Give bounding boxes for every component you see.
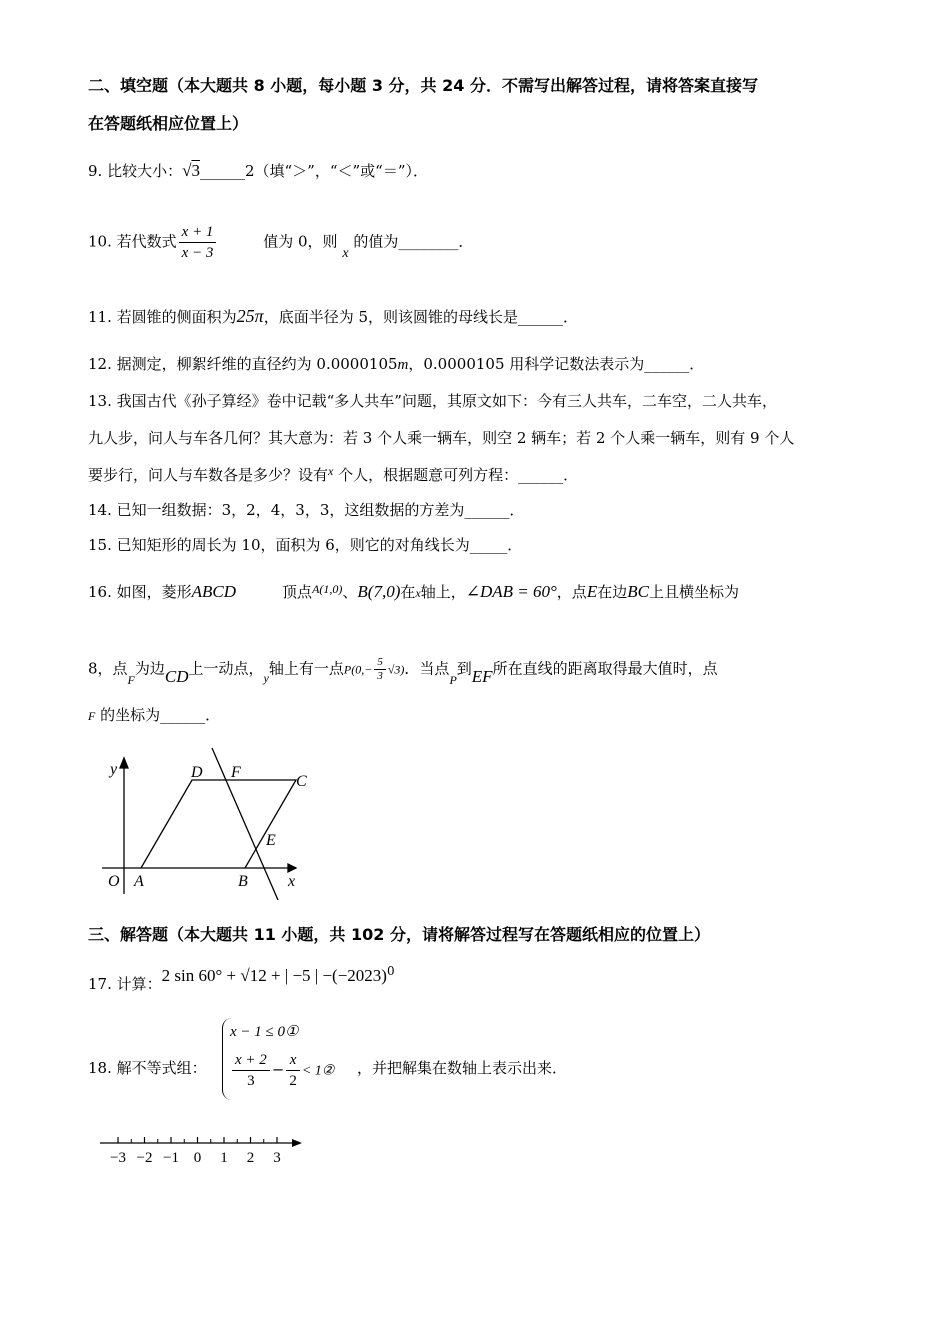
- rhombus-figure: [96, 744, 316, 900]
- question-11: 11. 若圆锥的侧面积为25π，底面半径为 5，则该圆锥的母线长是______．: [88, 306, 579, 326]
- question-13-line3: 要步行，问人与车数各是多少？设有$^x$ 个人，根据题意可列方程：______．: [88, 464, 579, 484]
- inequality-1: x − 1 ≤ 0①: [230, 1024, 299, 1040]
- question-16-line1: 16. 如图，菱形ABCD 顶点$^{A(1,0)}$、B(7,0)在x轴上，∠DAB = 60°，点E在边BC上且横坐标为: [88, 582, 739, 601]
- question-17: 17. 计算：2 sin 60° + √12 + | −5 | $-(-2023)^0$: [88, 964, 395, 993]
- tick-label-5: 2: [246, 1150, 255, 1166]
- question-15: 15. 已知矩形的周长为 10，面积为 6，则它的对角线长为_____．: [88, 536, 523, 554]
- question-12: 12. 据测定，柳絮纤维的直径约为 0.0000105m，0.0000105 用科学记数法表示为______．: [88, 355, 705, 373]
- label-E: E: [266, 832, 276, 849]
- label-F: F: [231, 764, 241, 781]
- fraction: $\frac{x + 1}{x - 3}$: [179, 222, 217, 263]
- label-x: x: [288, 873, 296, 890]
- question-13-line2: 九人步，问人与车各几何？其大意为：若 3 个人乘一辆车，则空 2 辆车；若 2 个人乘一辆车，则有 9 个人: [88, 429, 795, 447]
- label-B: B: [238, 873, 248, 890]
- label-O: O: [108, 873, 120, 890]
- question-16-line3: F 的坐标为______．: [88, 706, 221, 724]
- label-D: D: [191, 764, 203, 781]
- tick-label-3: 0: [193, 1150, 202, 1166]
- question-18-post: ，并把解集在数轴上表示出来．: [357, 1059, 568, 1077]
- section-2-title-line1: 二、填空题（本大题共 8 小题，每小题 3 分，共 24 分．不需写出解答过程，请将答案直接写: [88, 76, 758, 95]
- tick-label-6: 3: [273, 1150, 281, 1166]
- label-y: y: [110, 761, 118, 778]
- question-14: 14. 已知一组数据：3，2，4，3，3，这组数据的方差为______．: [88, 501, 525, 519]
- inequality-2: $\frac{x + 2}{3}$ − $\frac{x}{2}$ < 1②: [230, 1050, 334, 1091]
- tick-label-2: −1: [163, 1150, 179, 1166]
- question-18-label: 18. 解不等式组：: [88, 1059, 207, 1077]
- tick-label-1: −2: [136, 1150, 153, 1166]
- section-2-title-line2: 在答题纸相应位置上）: [88, 114, 249, 133]
- label-C: C: [296, 773, 307, 790]
- tick-label-4: 1: [220, 1150, 228, 1166]
- tick-label-0: −3: [110, 1150, 126, 1166]
- number-line: [98, 1134, 308, 1168]
- question-9: 9. 比较大小：√3______2（填“＞”，“＜”或“＝”）．: [88, 161, 429, 180]
- section-3-title: 三、解答题（本大题共 11 小题，共 102 分，请将解答过程写在答题纸相应的位置上）: [88, 925, 710, 944]
- question-13-line1: 13. 我国古代《孙子算经》卷中记载“多人共车”问题，其原文如下：今有三人共车，二车空，二人共车，: [88, 392, 777, 410]
- question-16-line2: 8，点$_F$为边CD上一动点，$_y$轴上有一点P(0,− $\frac{5}{3}$ √3)．当点$_P$到EF所在直线的距离取得最大值时，点: [88, 656, 718, 687]
- label-A: A: [134, 873, 144, 890]
- question-10: 10. 若代数式 $\frac{x + 1}{x - 3}$ 值为 0，则 x 的值为________．: [88, 224, 474, 261]
